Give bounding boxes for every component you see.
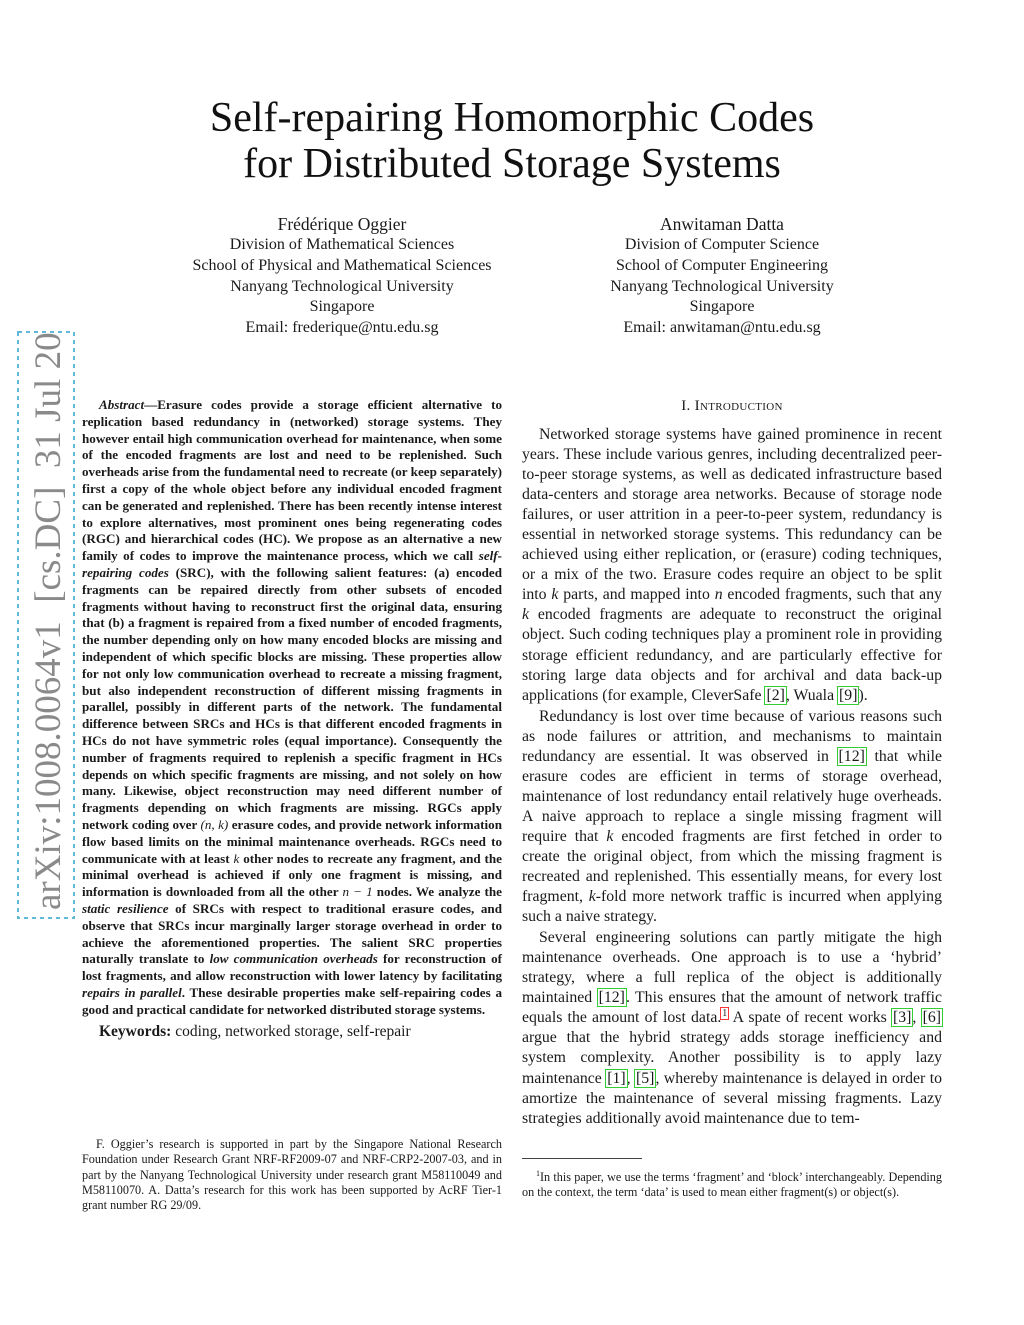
- author-block-datta: [572, 213, 872, 339]
- citation-link[interactable]: [12]: [598, 989, 625, 1007]
- keywords: [82, 1022, 502, 1042]
- paragraph: Several engineering solutions can partly mitigate the high maintenance overheads. One approach is to use a ‘hybrid’ strategy, where a full replica of the object is additionally maintained [12]. This ensures that the amount of network traffic equals the amount of lost data.$^1$ A spate of recent works [3], [6] argue that the hybrid strategy adds storage inefficiency and system complexity. Another possibility is to apply lazy maintenance [1], [5], whereby maintenance is delayed in order to amortize the maintenance of several missing fragments. Lazy strategies additionally avoid maintenance due to tem-: [522, 929, 942, 1127]
- author-block-oggier: [172, 213, 512, 339]
- author-affiliation: Nanyang Technological University: [230, 277, 454, 295]
- abstract-text: (SRC), with the following salient features: (a) encoded fragments can be repaired directly from other subsets of encoded fragments without having to reconstruct first the original data, ensuring that (b) a fragment is repaired from a fixed number of encoded fragments, the number depending only on how many encoded blocks are missing and independent of which specific blocks are missing. These properties allow for not only low communication overhead to recreate a missing fragment, but also independent reconstruction of different missing fragments in parallel, possibly in different parts of the network. The fundamental difference between SRCs and HCs is that different encoded fragments in HCs do not have symmetric roles (equal importance). Consequently the number of fragments required to replenish a specific fragment in HCs depends on which specific fragments are missing, and not solely on how many. Likewise, object reconstruction may need different number of fragments depending on which fragments are missing. RGCs apply network coding over: [82, 564, 502, 832]
- citation-link[interactable]: [1]: [607, 1069, 626, 1087]
- abstract-text: of SRCs with respect to traditional erasure codes, and observe that SRCs incur marginally larger storage overhead in order to achieve the aforementioned properties. The salient SRC properties naturally translate to: [82, 900, 502, 967]
- keywords-text: coding, networked storage, self-repair: [171, 1023, 411, 1041]
- citation-link[interactable]: [12]: [838, 747, 865, 765]
- keywords-label: Keywords:: [99, 1023, 172, 1041]
- math-inline: k: [606, 827, 614, 845]
- section-number: I.: [681, 398, 695, 414]
- section-heading: [522, 397, 942, 415]
- author-affiliation: Division of Mathematical Sciences: [229, 236, 455, 253]
- abstract-term: static resilience: [82, 900, 169, 916]
- paragraph: Redundancy is lost over time because of various reasons such as node failures or attrition, and mechanisms to maintain redundancy are essential. It was observed in [12] that while erasure codes are efficient in terms of storage overhead, maintenance of lost redundancy entail relatively huge overheads. A naive approach to replace a single missing fragment will require that k encoded fragments are first fetched in order to create the original object, from which the missing fragment is recreated and replenished. This essentially means, for every lost fragment, k-fold more network traffic is incurred when applying such a naive strategy.: [522, 707, 942, 926]
- intro-body: [522, 425, 942, 1129]
- abstract-dash: —: [144, 397, 158, 412]
- abstract-term: repairs in parallel: [82, 984, 182, 1000]
- footnote-rule: [522, 1158, 642, 1159]
- abstract-term: low communication overheads: [209, 951, 378, 967]
- footnote-link[interactable]: 1: [722, 1008, 728, 1020]
- citation-link[interactable]: [9]: [839, 686, 858, 704]
- author-email: Email: frederique@ntu.edu.sg: [245, 319, 439, 337]
- section-title: Introduction: [694, 398, 783, 414]
- abstract-text: Erasure codes provide a storage efficient alternative to replication based redundancy in (networked) storage systems. They however entail high communication overhead for maintenance, when some of the encoded fragments are lost and need to be replenished. Such overheads arise from the fundamental need to recreate (or keep separately) first a copy of the whole object before any individual encoded fragment can be generated and replenished. There has been recently intense interest to explore alternatives, most prominent ones being regenerating codes (RGC) and hierarchical codes (HC). We propose as an alternative a new family of codes to improve the maintenance process, which we call: [82, 397, 502, 564]
- abstract-lead: Abstract: [99, 397, 145, 412]
- left-column: [82, 397, 502, 1042]
- math-inline: k: [551, 586, 559, 604]
- right-column: [522, 397, 942, 1129]
- author-affiliation: School of Computer Engineering: [616, 256, 828, 274]
- footnote-funding: F. Oggier’s research is supported in part by the Singapore National Research Foundation under Research Grant NRF-RF2009-07 and NRF-CRP2-2007-03, and in part by the Nanyang Technological University under research grant M58110049 and M58110070. A. Datta’s research for this work has been supported by AcRF Tier-1 grant number RG 29/09.: [82, 1137, 502, 1213]
- math-inline: n − 1: [342, 884, 373, 900]
- arxiv-stamp-text: arXiv:1008.0064v1 [cs.DC] 31 Jul 2010: [28, 330, 69, 910]
- arxiv-stamp: [16, 330, 76, 920]
- math-inline: k: [588, 888, 596, 906]
- abstract-text: nodes. We analyze the: [372, 884, 502, 900]
- math-inline: (n, k): [200, 816, 229, 832]
- citation-link[interactable]: [2]: [766, 686, 785, 704]
- math-inline: k: [522, 606, 530, 624]
- paragraph: Networked storage systems have gained prominence in recent years. These include various genres, including decentralized peer-to-peer storage systems, as well as dedicated infrastructure based data-centers and storage area networks. Because of storage node failures, or user attrition in a peer-to-peer system, redundancy is essential in networked storage systems. This redundancy can be achieved using either replication, or (erasure) coding techniques, or a mix of the two. Erasure codes require an object to be split into k parts, and mapped into n encoded fragments, such that any k encoded fragments are adequate to reconstruct the original object. Such coding techniques play a prominent role in providing storage efficient redundancy, and are particularly effective for storing large data objects and for archival and data back-up applications (for example, CleverSafe [2], Wuala [9]).: [522, 426, 942, 704]
- abstract: [82, 397, 502, 1018]
- paper-title-line-1: Self-repairing Homomorphic Codes: [209, 95, 815, 141]
- citation-link[interactable]: [3]: [893, 1009, 912, 1027]
- author-affiliation: Division of Computer Science: [624, 236, 820, 253]
- author-affiliation: Singapore: [689, 298, 755, 316]
- abstract-term: self-repairing codes: [82, 548, 502, 580]
- citation-link[interactable]: [5]: [636, 1069, 655, 1087]
- abstract-text: for reconstruction of lost fragments, and allow reconstruction with lower latency by facilitating: [82, 951, 502, 984]
- abstract-text: other nodes to recreate any fragment, and the minimal overhead is achieved if only one fragment is missing, and information is downloaded from all the other: [82, 850, 502, 900]
- author-affiliation: School of Physical and Mathematical Sciences: [192, 256, 492, 274]
- abstract-text: erasure codes, and provide network information flow based limits on the minimal maintenance overheads. RGCs need to communicate with at least: [82, 816, 502, 866]
- author-name: Anwitaman Datta: [660, 214, 784, 234]
- footnote-terms: [522, 1166, 942, 1201]
- abstract-text: . These desirable properties make self-repairing codes a good and practical candidate for networked distributed storage systems.: [82, 984, 502, 1017]
- footnote-text: In this paper, we use the terms ‘fragment’ and ‘block’ interchangeably. Depending on the context, the term ‘data’ is used to mean either fragment(s) or object(s).: [522, 1170, 942, 1200]
- footnote-mark: 1: [536, 1169, 540, 1178]
- paper-title-line-2: for Distributed Storage Systems: [243, 141, 781, 187]
- author-affiliation: Singapore: [309, 298, 375, 316]
- author-affiliation: Nanyang Technological University: [610, 277, 834, 295]
- author-name: Frédérique Oggier: [277, 214, 407, 234]
- citation-link[interactable]: [6]: [922, 1009, 941, 1027]
- author-email: Email: anwitaman@ntu.edu.sg: [623, 319, 821, 337]
- math-inline: k: [233, 850, 240, 866]
- math-inline: n: [714, 586, 723, 604]
